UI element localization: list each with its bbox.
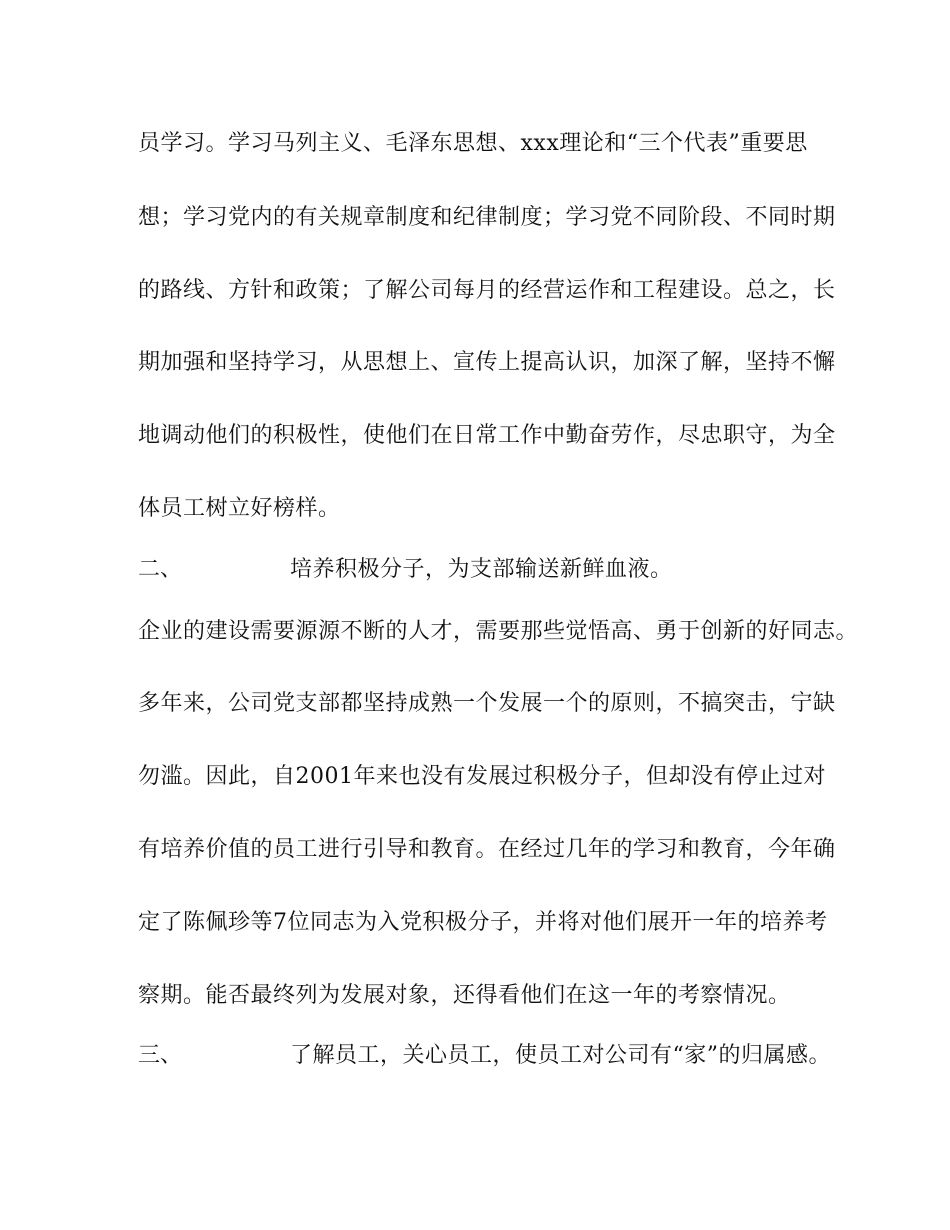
section-2-title: 培养积极分子，为支部输送新鲜血液。 — [290, 557, 673, 582]
paragraph-2-line-4: 有培养价值的员工进行引导和教育。在经过几年的学习和教育，今年确 — [138, 837, 836, 862]
paragraph-2-line-5: 定了陈佩珍等7位同志为入党积极分子，并将对他们展开一年的培养考 — [138, 910, 828, 935]
paragraph-1-line-6: 体员工树立好榜样。 — [138, 496, 341, 521]
paragraph-2-line-6: 察期。能否最终列为发展对象，还得看他们在这一年的考察情况。 — [138, 983, 791, 1008]
paragraph-2-line-2: 多年来，公司党支部都坚持成熟一个发展一个的原则，不搞突击，宁缺 — [138, 691, 836, 716]
paragraph-1-line-5: 地调动他们的积极性，使他们在日常工作中勤奋劳作，尽忠职守，为全 — [138, 423, 836, 448]
section-2-number: 二、 — [138, 557, 183, 582]
paragraph-1-line-3: 的路线、方针和政策；了解公司每月的经营运作和工程建设。总之，长 — [138, 278, 836, 303]
paragraph-1-line-2: 想；学习党内的有关规章制度和纪律制度；学习党不同阶段、不同时期 — [138, 205, 836, 230]
paragraph-1-line-4: 期加强和坚持学习，从思想上、宣传上提高认识，加深了解，坚持不懈 — [138, 350, 836, 375]
paragraph-2-line-3: 勿滥。因此，自2001年来也没有发展过积极分子，但却没有停止过对 — [138, 764, 826, 789]
section-3-title: 了解员工，关心员工，使员工对公司有“家”的归属感。 — [290, 1043, 831, 1068]
paragraph-1-line-1: 员学习。学习马列主义、毛泽东思想、xxx理论和“三个代表”重要思 — [138, 131, 808, 156]
paragraph-2-line-1: 企业的建设需要源源不断的人才，需要那些觉悟高、勇于创新的好同志。 — [138, 619, 859, 644]
section-3-number: 三、 — [138, 1043, 183, 1068]
